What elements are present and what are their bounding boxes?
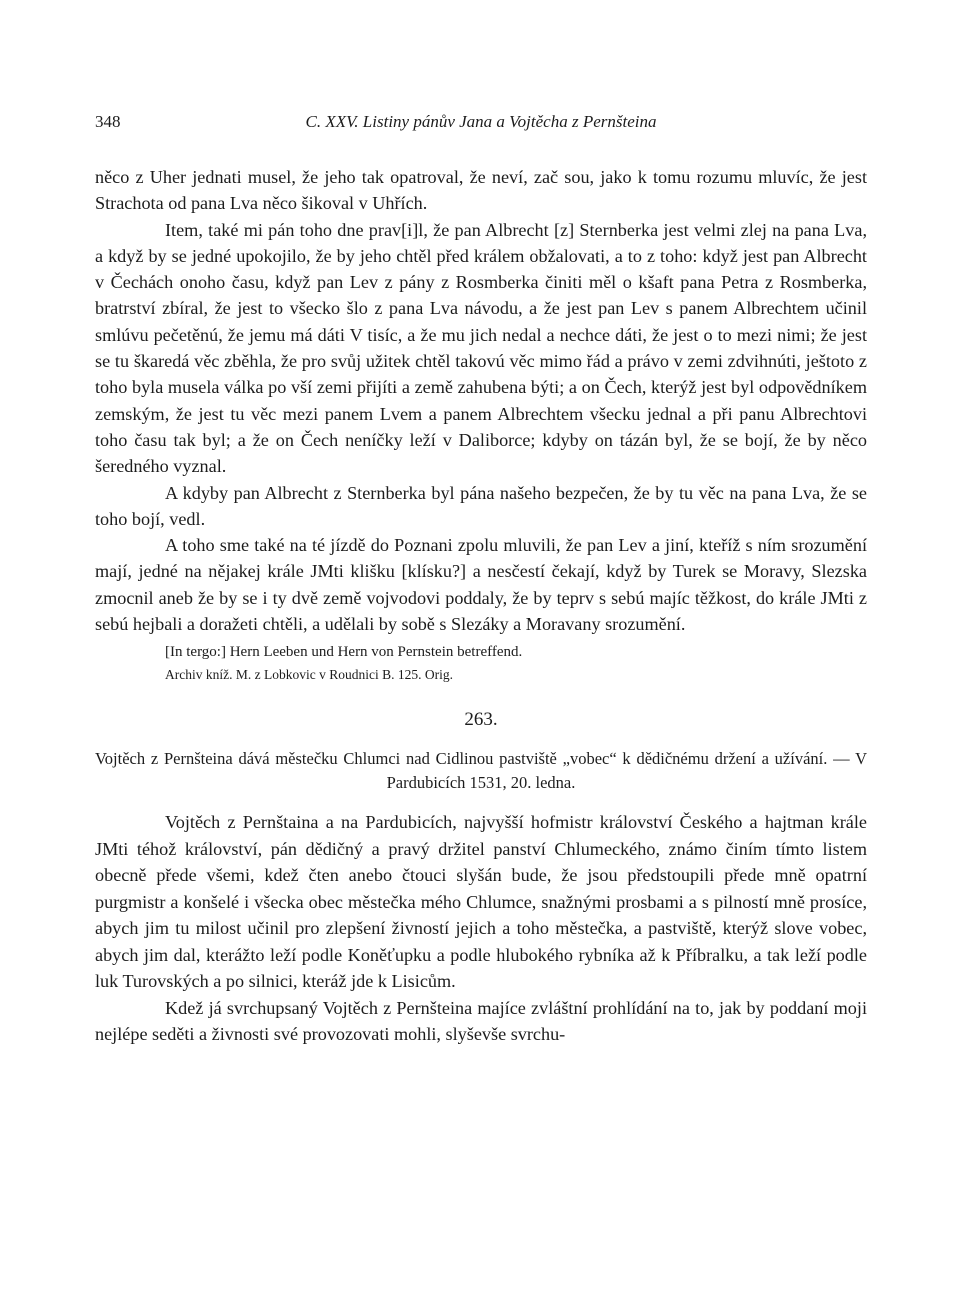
previous-document-text	[95, 164, 867, 685]
running-header	[95, 112, 867, 142]
paragraph-continuation: něco z Uher jednati musel, že jeho tak opatroval, že neví, zač sou, jako k tomu rozumu mluvíc, že jest Strachota od pana Lva něco šikoval v Uhřích.	[95, 167, 867, 214]
document-paragraph: Vojtěch z Pernštaina a na Pardubicích, najvyšší hofmistr království Českého a hajtman krále JMti téhož království, pán dědičný a pravý držitel panství Chlumeckého, známo činím tímto listem obecně přede všemi, kdež čten anebo čtouci slyšán bude, že jsou předstoupili přede mně opatrní purgmistr a konšelé i všecka obec městečka mého Chlumce, snažnými prosbami a s pilností mně prosíce, abych jim tu milost učinil pro zlepšení živností jejich a toho městečka, a pastviště, kterýž slove vobec, abych jim dal, kterážto leží podle Koněťupku a podle hlubokého rybníka až k Příbralku, a tak leží podle luk Turovských a po silnici, kteráž jde k Lisicům.	[95, 812, 867, 992]
archive-note: Archiv kníž. M. z Lobkovic v Roudnici B. 125. Orig.	[165, 667, 453, 683]
paragraph-item: Item, také mi pán toho dne prav[i]l, že pan Albrecht [z] Sternberka jest velmi zlej na pana Lva, a když by se jedné upokojilo, že by jeho chtěl před králem obžalovati, a to z toho: když jest pan Albrecht v Čechách onoho času, když pan Lev z pány z Rosmberka činiti měl o kšaft pana Petra z Rosmberka, bratrství zbíral, že jest to všecko šlo z pana Lva návodu, a že jest pan Lev s panem Albrechtem učinil smlúvu pečetěnú, že jemu má dáti V tisíc, a že mu jich nedal a nechce dáti, že jest o to mezi nimi; že jest se tu škaredá věc zběhla, že pro svůj užitek chtěl takovú věc mimo řád a právo v zemi zdvihnúti, ještoto z toho byla musela válka po vší zemi přijíti a země zahubena býti; a on Čech, kterýž jest byl odpovědníkem zemským, že jest tu věc mezi panem Lvem a panem Albrechtem všecku jednal a při panu Albrechtovi toho času tak byl; a že on Čech neníčky leží v Daliborce; kdyby on tázán byl, že se bojí, že by něco šeredného vyznal.	[95, 219, 867, 477]
paragraph-kdyby: A kdyby pan Albrecht z Sternberka byl pána našeho bezpečen, že by tu věc na pana Lva, že se toho bojí, vedl.	[95, 482, 867, 529]
document-page	[95, 112, 867, 1048]
tergo-note: [In tergo:] Hern Leeben und Hern von Pernstein betreffend.	[165, 644, 523, 661]
document-regest: Vojtěch z Pernšteina dává městečku Chlumci nad Cidlinou pastviště „vobec“ k dědičnému držení a užívání. — V Pardubicích 1531, 20. ledna.	[95, 749, 867, 793]
document-number: 263.	[464, 709, 498, 731]
running-title: C. XXV. Listiny pánův Jana a Vojtěcha z Pernšteina	[305, 112, 657, 131]
paragraph-poznan: A toho sme také na té jízdě do Poznani zpolu mluvili, že pan Lev a jiní, kteříž s ním srozumění mají, jedné na nějakej krále JMti klišku [klísku?] a nesčestí čekají, když by Turek se Moravy, Slezska zmocnil aneb že by se i ty dvě země vojvodovi poddaly, že by teprv s sebú majíc těžkost, do krále JMti z sebú hejbali a doražeti chtěli, a udělali by sobě s Slezáky a Moravany srozumění.	[95, 535, 867, 635]
document-body	[95, 809, 867, 1048]
document-paragraph: Kdež já svrchupsaný Vojtěch z Pernšteina majíce zvláštní prohlídání na to, jak by poddaní moji nejlépe seděti a živnosti své provozovati mohli, slyševše svrchu-	[95, 997, 867, 1045]
page-number: 348	[95, 112, 121, 131]
